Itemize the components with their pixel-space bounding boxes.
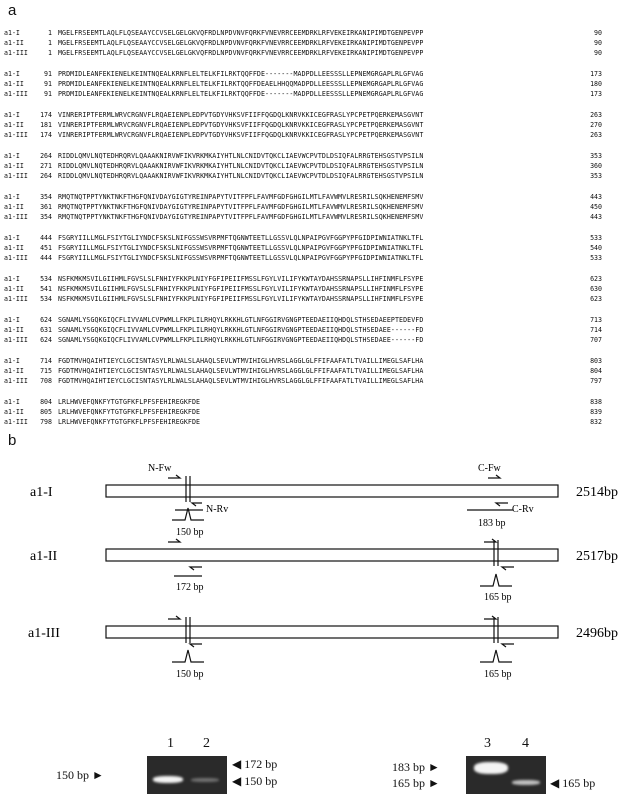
end-position: 180 (590, 80, 602, 88)
sequence-name: a1-III (4, 213, 28, 221)
sequence-text: LRLHWVEFQNKFYTGTGFKFLPFSFEHIREGKFDE (58, 408, 201, 416)
sequence-text: FGDTMVHQAIHTIEYCLGCISNTASYLRLWALSLAHAQLSEVLWTMVIHIGLHVRSLAGGLGLFFIFAAFATLTVAILLIMEGLSAFLHA (58, 357, 424, 365)
lane-number: 4 (522, 736, 529, 751)
forward-arrow-icon (168, 539, 180, 542)
start-position: 534 (40, 295, 52, 303)
sequence-name: a1-II (4, 285, 24, 293)
start-position: 805 (40, 408, 52, 416)
alignment-row (0, 233, 631, 243)
sequence-text: PRDMIDLEANFEKIENELKEINTNQEALKRNFLELTELKFILRKTQQFFDE-------MADPDLLEESSSLLEPNEMGRGAPLRLGFVAG (58, 90, 424, 98)
sequence-name: a1-II (4, 39, 24, 47)
start-position: 174 (40, 131, 52, 139)
alignment-row (0, 243, 631, 253)
alignment-row (0, 28, 631, 38)
gel-marker-label (392, 776, 440, 791)
sequence-text: MGELFRSEEMTLAQLFLQSEAAYCCVSELGELGKVQFRDLNPDVNVFQRKFVNEVRRCEEMDRKLRFVEKEIRKANIPIMDTGENPEVPP (58, 29, 424, 37)
end-position: 450 (590, 203, 602, 211)
peak-icon (480, 650, 512, 662)
sequence-name: a1-I (4, 275, 20, 283)
end-position: 533 (590, 234, 602, 242)
primer-label: C-Fw (478, 463, 501, 474)
start-position: 444 (40, 234, 52, 242)
reverse-arrow-icon (502, 644, 514, 647)
arrowhead-icon: ► (428, 760, 440, 774)
sequence-text: RIDDLQMVLNQTEDHRQRVLQAAAKNIRVWFIKVRKMKAIYHTLNLCNIDVTQKCLIAEVWCPVTDLDSIQFALRRGTEHSGSTVPSILN (58, 162, 424, 170)
sequence-name: a1-III (4, 90, 28, 98)
sequence-alignment (0, 28, 631, 438)
gel-marker-label (56, 768, 104, 783)
panel-a-label: a (8, 2, 17, 19)
reverse-arrow-icon (190, 644, 202, 647)
lane-number: 2 (203, 736, 210, 751)
sequence-name: a1-I (4, 70, 20, 78)
alignment-row (0, 366, 631, 376)
sequence-text: RMQTNQTPPTYNKTNKFTHGFQNIVDAYGIGTYREINPAPYTVITFPFLFAVMFGDFGHGILMTLFAVWMVLRESRILSQKHENEMFSMV (58, 193, 424, 201)
alignment-row (0, 407, 631, 417)
sequence-name: a1-II (4, 203, 24, 211)
start-position: 1 (48, 29, 52, 37)
sequence-text: RIDDLQMVLNQTEDHRQRVLQAAAKNIRVWFIKVRKMKAIYHTLNLCNIDVTQKCLIAEVWCPVTDLDSIQFALRRGTEHSGSTVPSILN (58, 172, 424, 180)
sequence-name: a1-III (4, 336, 28, 344)
gene-diagram (0, 440, 631, 760)
sequence-text: VINRERIPTFERMLWRVCRGNVFLRQAEIENPLEDPVTGDYVHKSVFIIFFQGDQLKNRVKKICEGFRASLYPCPETPQERKEMASGVNT (58, 131, 424, 139)
alignment-row (0, 294, 631, 304)
alignment-row (0, 171, 631, 181)
gel-marker-label (232, 757, 277, 772)
product-size: 150 bp (176, 527, 204, 538)
sequence-name: a1-I (4, 316, 20, 324)
marker-text: 150 bp (244, 774, 278, 788)
alignment-block (0, 110, 631, 140)
forward-arrow-icon (168, 475, 180, 478)
end-position: 443 (590, 193, 602, 201)
gene-a1-III (28, 616, 618, 680)
alignment-row (0, 89, 631, 99)
alignment-row (0, 110, 631, 120)
sequence-name: a1-I (4, 152, 20, 160)
gene-length: 2517bp (576, 549, 618, 564)
gene-length: 2496bp (576, 626, 618, 641)
arrowhead-icon: ► (428, 776, 440, 790)
reverse-arrow-icon (496, 503, 508, 506)
sequence-name: a1-II (4, 80, 24, 88)
sequence-name: a1-III (4, 418, 28, 426)
product-size: 172 bp (176, 582, 204, 593)
alignment-row (0, 212, 631, 222)
start-position: 354 (40, 193, 52, 201)
primer-label: C-Rv (512, 504, 534, 515)
panel-b-label: b (8, 432, 17, 449)
end-position: 713 (590, 316, 602, 324)
alignment-block (0, 356, 631, 386)
alignment-block (0, 397, 631, 427)
end-position: 623 (590, 275, 602, 283)
sequence-text: SGNAMLYSGQKGIQCFLIVVAMLCVPWMLLFKPLILRHQYLRKKHLGTLNFGGIRVGNGPTEEDAEIIQHDQLSTHSEDAEEPTEDEVFD (58, 316, 424, 324)
start-position: 354 (40, 213, 52, 221)
lane-number: 1 (167, 736, 174, 751)
gel-image-left (147, 756, 227, 794)
alignment-block (0, 151, 631, 181)
sequence-name: a1-I (4, 29, 20, 37)
sequence-text: NSFKMKMSVILGIIHMLFGVSLSLFNHIYFKKPLNIYFGFIPEIIFMSSLFGYLVILIFYKWTAYDAHSSRNAPSLLIHFINMFLFSYPE (58, 275, 424, 283)
end-position: 839 (590, 408, 602, 416)
arrowhead-icon: ◀ (232, 774, 242, 788)
alignment-row (0, 38, 631, 48)
forward-arrow-icon (168, 616, 180, 619)
end-position: 173 (590, 70, 602, 78)
arrowhead-icon: ◀ (550, 776, 560, 790)
alignment-row (0, 161, 631, 171)
marker-text: 165 bp (562, 776, 596, 790)
start-position: 715 (40, 367, 52, 375)
peak-icon (480, 574, 512, 586)
sequence-text: NSFKMKMSVILGIIHMLFGVSLSLFNHIYFKKPLNIYFGFIPEIIFMSSLFGYLVILIFYKWTAYDAHSSRNAPSLLIHFINMFLFSYPE (58, 285, 424, 293)
alignment-row (0, 79, 631, 89)
product-size: 150 bp (176, 669, 204, 680)
start-position: 271 (40, 162, 52, 170)
sequence-text: RIDDLQMVLNQTEDHRQRVLQAAAKNIRVWFIKVRKMKAIYHTLNLCNIDVTQKCLIAEVWCPVTDLDSIQFALRRGTEHSGSTVPSILN (58, 152, 424, 160)
end-position: 832 (590, 418, 602, 426)
alignment-row (0, 284, 631, 294)
start-position: 174 (40, 111, 52, 119)
end-position: 270 (590, 121, 602, 129)
arrowhead-icon: ◀ (232, 757, 242, 771)
sequence-name: a1-III (4, 254, 28, 262)
alignment-row (0, 192, 631, 202)
primer-label: N-Fw (148, 463, 172, 474)
alignment-row (0, 315, 631, 325)
start-position: 91 (44, 80, 52, 88)
sequence-name: a1-II (4, 367, 24, 375)
gene-bar (106, 485, 558, 497)
end-position: 803 (590, 357, 602, 365)
start-position: 534 (40, 275, 52, 283)
end-position: 707 (590, 336, 602, 344)
sequence-text: RMQTNQTPPTYNKTNKFTHGFQNIVDAYGIGTYREINPAPYTVITFPFLFAVMFGDFGHGILMTLFAVWMVLRESRILSQKHENEMFSMV (58, 213, 424, 221)
sequence-name: a1-II (4, 326, 24, 334)
marker-text: 183 bp (392, 760, 425, 774)
end-position: 533 (590, 254, 602, 262)
sequence-name: a1-I (4, 357, 20, 365)
alignment-row (0, 69, 631, 79)
start-position: 708 (40, 377, 52, 385)
sequence-text: FSGRYIILLMGLFSIYTGLIYNDCFSKSLNIFGSSWSVRPMFTQGNWTEETLLGSSVLQLNPAIPGVFGGPYPFGIDPIWNIATNKLTFL (58, 234, 424, 242)
sequence-name: a1-II (4, 244, 24, 252)
alignment-block (0, 233, 631, 263)
sequence-text: VINRERIPTFERMLWRVCRGNVFLRQAEIENPLEDPVTGDYVHKSVFIIFFQGDQLKNRVKKICEGFRASLYPCPETPQERKEMASGVNT (58, 121, 424, 129)
start-position: 91 (44, 90, 52, 98)
gene-a1-I (30, 463, 618, 538)
alignment-row (0, 120, 631, 130)
gene-bar (106, 549, 558, 561)
end-position: 90 (594, 39, 602, 47)
alignment-block (0, 315, 631, 345)
sequence-name: a1-III (4, 295, 28, 303)
marker-text: 150 bp (56, 768, 89, 782)
alignment-row (0, 417, 631, 427)
sequence-text: FSGRYIILLMGLFSIYTGLIYNDCFSKSLNIFGSSWSVRPMFTQGNWTEETLLGSSVLQLNPAIPGVFGGPYPFGIDPIWNIATNKLTFL (58, 244, 424, 252)
start-position: 91 (44, 70, 52, 78)
start-position: 451 (40, 244, 52, 252)
sequence-name: a1-III (4, 172, 28, 180)
start-position: 804 (40, 398, 52, 406)
alignment-row (0, 151, 631, 161)
end-position: 630 (590, 285, 602, 293)
alignment-row (0, 48, 631, 58)
start-position: 361 (40, 203, 52, 211)
gel-marker-label (550, 776, 595, 791)
marker-text: 172 bp (244, 757, 278, 771)
alignment-block (0, 192, 631, 222)
end-position: 353 (590, 172, 602, 180)
end-position: 90 (594, 49, 602, 57)
gel-marker-label (232, 774, 277, 789)
sequence-name: a1-III (4, 49, 28, 57)
product-size: 165 bp (484, 592, 512, 603)
sequence-text: SGNAMLYSGQKGIQCFLIVVAMLCVPWMLLFKPLILRHQYLRKKHLGTLNFGGIRVGNGPTEEDAEIIQHDQLSTHSEDAEE------FD (58, 336, 424, 344)
alignment-row (0, 274, 631, 284)
end-position: 804 (590, 367, 602, 375)
start-position: 714 (40, 357, 52, 365)
sequence-text: LRLHWVEFQNKFYTGTGFKFLPFSFEHIREGKFDE (58, 398, 201, 406)
forward-arrow-icon (484, 616, 496, 619)
gene-label: a1-III (28, 626, 60, 641)
end-position: 173 (590, 90, 602, 98)
end-position: 623 (590, 295, 602, 303)
lane-number: 3 (484, 736, 491, 751)
sequence-name: a1-I (4, 398, 20, 406)
start-position: 181 (40, 121, 52, 129)
primer-label: N-Rv (206, 504, 229, 515)
gene-a1-II (30, 539, 618, 603)
product-size: 165 bp (484, 669, 512, 680)
sequence-text: NSFKMKMSVILGIIHMLFGVSLSLFNHIYFKKPLNIYFGFIPEIIFMSSLFGYLVILIFYKWTAYDAHSSRNAPSLLIHFINMFLFSYPE (58, 295, 424, 303)
end-position: 540 (590, 244, 602, 252)
alignment-row (0, 356, 631, 366)
sequence-text: FGDTMVHQAIHTIEYCLGCISNTASYLRLWALSLAHAQLSEVLWTMVIHIGLHVRSLAGGLGLFFIFAAFATLTVAILLIMEGLSAFLHA (58, 377, 424, 385)
sequence-name: a1-I (4, 111, 20, 119)
alignment-row (0, 325, 631, 335)
alignment-row (0, 335, 631, 345)
gel-marker-label (392, 760, 440, 775)
forward-arrow-icon (488, 475, 500, 478)
gene-length: 2514bp (576, 485, 618, 500)
start-position: 798 (40, 418, 52, 426)
gel-image-right (466, 756, 546, 794)
sequence-name: a1-III (4, 131, 28, 139)
start-position: 444 (40, 254, 52, 262)
reverse-arrow-icon (190, 567, 202, 570)
gene-bar (106, 626, 558, 638)
start-position: 631 (40, 326, 52, 334)
marker-text: 165 bp (392, 776, 425, 790)
sequence-text: PRDMIDLEANFEKIENELKEINTNQEALKRNFLELTELKFILRKTQQFFDE-------MADPDLLEESSSLLEPNEMGRGAPLRLGFVAG (58, 70, 424, 78)
alignment-row (0, 202, 631, 212)
sequence-text: VINRERIPTFERMLWRVCRGNVFLRQAEIENPLEDPVTGDYVHKSVFIIFFQGDQLKNRVKKICEGFRASLYPCPETPQERKEMASGVNT (58, 111, 424, 119)
alignment-block (0, 274, 631, 304)
gene-label: a1-I (30, 485, 53, 500)
reverse-arrow-icon (192, 503, 202, 506)
product-size: 183 bp (478, 518, 506, 529)
start-position: 541 (40, 285, 52, 293)
end-position: 90 (594, 29, 602, 37)
end-position: 353 (590, 152, 602, 160)
start-position: 624 (40, 316, 52, 324)
sequence-text: MGELFRSEEMTLAQLFLQSEAAYCCVSELGELGKVQFRDLNPDVNVFQRKFVNEVRRCEEMDRKLRFVEKEIRKANIPIMDTGENPEVPP (58, 39, 424, 47)
alignment-block (0, 28, 631, 58)
alignment-block (0, 69, 631, 99)
sequence-name: a1-II (4, 162, 24, 170)
end-position: 263 (590, 131, 602, 139)
sequence-text: PRDMIDLEANFEKIENELKEINTNQEALKRNFLELTELKFILRKTQQFFDEAELHHQQMADPDLLEESSSLLEPNEMGRGAPLRLGFVAG (58, 80, 424, 88)
start-position: 264 (40, 152, 52, 160)
end-position: 443 (590, 213, 602, 221)
gene-label: a1-II (30, 549, 58, 564)
reverse-arrow-icon (502, 567, 514, 570)
start-position: 1 (48, 49, 52, 57)
peak-icon (172, 650, 204, 662)
sequence-name: a1-III (4, 377, 28, 385)
sequence-name: a1-II (4, 121, 24, 129)
sequence-name: a1-II (4, 408, 24, 416)
end-position: 360 (590, 162, 602, 170)
sequence-text: FSGRYIILLMGLFSIYTGLIYNDCFSKSLNIFGSSWSVRPMFTQGNWTEETLLGSSVLQLNPAIPGVFGGPYPFGIDPIWNIATNKLTFL (58, 254, 424, 262)
sequence-name: a1-I (4, 234, 20, 242)
gel-band (512, 780, 540, 785)
alignment-row (0, 376, 631, 386)
sequence-text: MGELFRSEEMTLAQLFLQSEAAYCCVSELGELGKVQFRDLNPDVNVFQRKFVNEVRRCEEMDRKLRFVEKEIRKANIPIMDTGENPEVPP (58, 49, 424, 57)
end-position: 263 (590, 111, 602, 119)
sequence-text: LRLHWVEFQNKFYTGTGFKFLPFSFEHIREGKFDE (58, 418, 201, 426)
start-position: 624 (40, 336, 52, 344)
end-position: 797 (590, 377, 602, 385)
start-position: 264 (40, 172, 52, 180)
end-position: 838 (590, 398, 602, 406)
gel-band (474, 762, 508, 774)
arrowhead-icon: ► (92, 768, 104, 782)
end-position: 714 (590, 326, 602, 334)
alignment-row (0, 130, 631, 140)
alignment-row (0, 253, 631, 263)
start-position: 1 (48, 39, 52, 47)
gel-band (191, 778, 219, 782)
sequence-text: RMQTNQTPPTYNKTNKFTHGFQNIVDAYGIGTYREINPAPYTVITFPFLFAVMFGDFGHGILMTLFAVWMVLRESRILSQKHENEMFSMV (58, 203, 424, 211)
alignment-row (0, 397, 631, 407)
sequence-name: a1-I (4, 193, 20, 201)
gel-band (153, 776, 183, 783)
sequence-text: FGDTMVHQAIHTIEYCLGCISNTASYLRLWALSLAHAQLSEVLWTMVIHIGLHVRSLAGGLGLFFIFAAFATLTVAILLIMEGLSAFLHA (58, 367, 424, 375)
forward-arrow-icon (484, 539, 496, 542)
sequence-text: SGNAMLYSGQKGIQCFLIVVAMLCVPWMLLFKPLILRHQYLRKKHLGTLNFGGIRVGNGPTEEDAEIIQHDQLSTHSEDAEE------FD (58, 326, 424, 334)
